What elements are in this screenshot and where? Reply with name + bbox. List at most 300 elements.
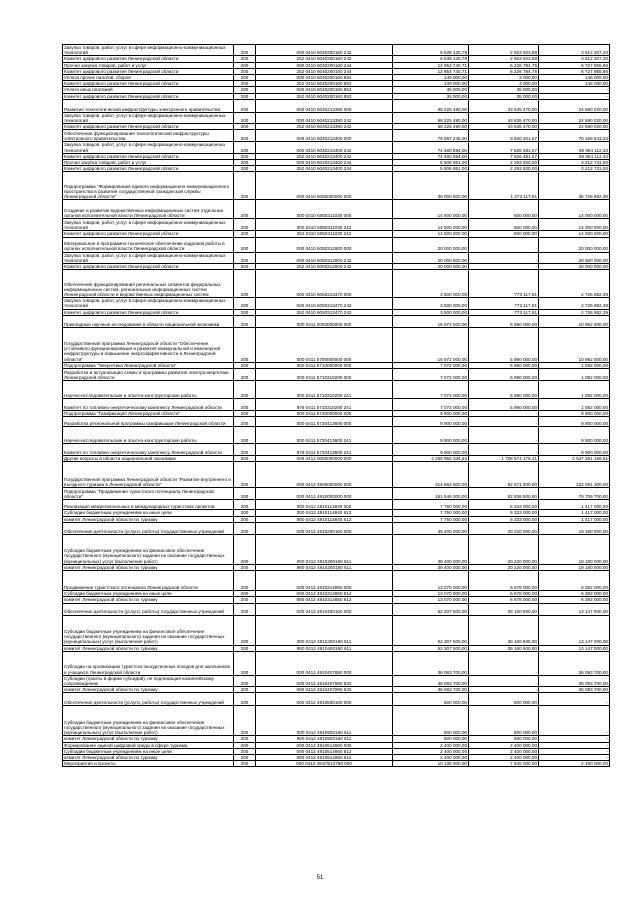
table-row <box>63 68 610 74</box>
row-remaining: 66 954 112,33 <box>539 142 610 153</box>
row-name: Развитие технологической инфраструктуры электронного правительства <box>63 99 234 112</box>
row-executed: - <box>469 264 539 270</box>
row-name: Другие вопросы в области национальной экономики <box>63 456 234 462</box>
row-executed: 5 990 000,00 <box>469 381 539 399</box>
table-row <box>63 500 610 510</box>
row-budget-code: 252 0410 6040213400 242 <box>256 153 393 159</box>
row-approved: 7 072 000,00 <box>393 369 469 381</box>
row-budget-code: 252 0410 6040200160 853 <box>256 93 393 99</box>
row-remaining: 36 083 700,00 <box>539 651 610 675</box>
row-executed: - <box>469 687 539 693</box>
row-budget-code: 000 0410 6040213390 242 <box>256 112 393 123</box>
row-remaining: 3 612 207,20 <box>539 45 610 56</box>
row-line-code: 200 <box>234 687 256 693</box>
table-row <box>63 327 610 362</box>
row-budget-code: 000 0412 4910200160 611 <box>256 534 393 564</box>
row-name: Субсидии бюджетным учреждениям на финансовое обеспечение государственного (муниципального) задания на оказание государственных (муниципальных) услуг (выполнение работ) <box>63 534 234 564</box>
row-line-code: 200 <box>234 93 256 99</box>
row-budget-code: 000 0410 6040200160 852 <box>256 75 393 81</box>
row-line-code: 200 <box>234 571 256 591</box>
row-approved: 149 000,00 <box>393 75 469 81</box>
row-executed: 7 645 000,00 <box>469 761 539 767</box>
row-name: Субсидии бюджетным учреждениям на иные цели <box>63 591 234 597</box>
row-name: Комитет цифрового развития Ленинградской области <box>63 56 234 62</box>
row-budget-code: 000 0410 6040213390 000 <box>256 99 393 112</box>
row-name: Субсидии бюджетным учреждениям на иные цели <box>63 748 234 754</box>
table-row <box>63 62 610 68</box>
row-approved: 12 954 740,71 <box>393 62 469 68</box>
table-row <box>63 270 610 298</box>
row-remaining: - <box>539 754 610 760</box>
row-remaining: 20 000 000,00 <box>539 264 610 270</box>
table-row <box>63 309 610 315</box>
row-line-code: 200 <box>234 500 256 510</box>
row-executed: 20 220 000,00 <box>469 564 539 570</box>
row-executed: 2 923 923,58 <box>469 56 539 62</box>
row-budget-code: 980 0412 4910200160 611 <box>256 564 393 570</box>
row-name: Комитет по топливно-энергетическому комплексу Ленинградской области <box>63 399 234 411</box>
table-row <box>63 534 610 564</box>
row-executed: 7 526 481,67 <box>469 153 539 159</box>
row-executed: 773 117,61 <box>469 309 539 315</box>
row-line-code: 200 <box>234 399 256 411</box>
row-approved: 38 000 000,00 <box>393 172 469 200</box>
table-row <box>63 522 610 534</box>
row-line-code: 200 <box>234 693 256 706</box>
table-row <box>63 706 610 736</box>
row-name: комитет Ленинградской области по туризму <box>63 564 234 570</box>
row-approved: 13 070 000,00 <box>393 591 469 597</box>
row-remaining: 13 147 000,00 <box>539 615 610 645</box>
row-remaining: 14 000 000,00 <box>539 219 610 231</box>
table-row <box>63 651 610 675</box>
row-name: Обеспечение деятельности (услуги, работы) государственных учреждений <box>63 603 234 615</box>
row-executed: 2 923 923,58 <box>469 45 539 56</box>
row-remaining: 10 982 000,00 <box>539 315 610 327</box>
row-remaining: 9 900 000,00 <box>539 411 610 417</box>
row-name: Обеспечение деятельности (услуги, работы) государственных учреждений <box>63 693 234 706</box>
row-name: Прочая закупка товаров, работ и услуг <box>63 62 234 68</box>
row-line-code: 200 <box>234 160 256 166</box>
table-row <box>63 56 610 62</box>
row-name: Уплата иных платежей <box>63 87 234 93</box>
row-name: Обеспечение деятельности (услуги, работы) государственных учреждений <box>63 522 234 534</box>
row-name: Продвижение туристского потенциала Ленинградской области <box>63 571 234 591</box>
table-row <box>63 99 610 112</box>
row-line-code: 200 <box>234 99 256 112</box>
row-approved: 7 750 000,00 <box>393 500 469 510</box>
row-name: Уплата прочих налогов, сборов <box>63 75 234 81</box>
row-remaining: 66 954 112,33 <box>539 153 610 159</box>
row-executed: 773 117,61 <box>469 298 539 309</box>
row-budget-code: 000 0410 6050000000 000 <box>256 172 393 200</box>
row-remaining: 1 417 000,00 <box>539 500 610 510</box>
row-executed: 1 273 117,61 <box>469 172 539 200</box>
row-name: Формирование единой цифровой среды в сфере туризма <box>63 742 234 748</box>
row-executed: 6 678 000,00 <box>469 571 539 591</box>
row-executed: 2 293 920,00 <box>469 166 539 172</box>
row-name: Субсидии бюджетным учреждениям на финансовое обеспечение государственного (муниципального) задания на оказание государственных (муниципальных) услуг (выполнение работ) <box>63 615 234 645</box>
row-executed: 82 936 500,00 <box>469 488 539 500</box>
row-budget-code: 000 0410 6050313470 000 <box>256 270 393 298</box>
row-remaining: 1 082 000,00 <box>539 369 610 381</box>
row-remaining: 146 000,00 <box>539 75 610 81</box>
row-remaining: 146 000,00 <box>539 81 610 87</box>
row-executed: 6 226 784,75 <box>469 62 539 68</box>
row-approved: 13 070 000,00 <box>393 571 469 591</box>
row-name: Закупка товаров, работ, услуг в сфере информационно-коммуникационных технологий <box>63 252 234 263</box>
row-budget-code: 000 0412 0000000000 000 <box>256 456 393 462</box>
row-budget-code: 000 0412 4910114840 000 <box>256 500 393 510</box>
row-remaining: - <box>539 693 610 706</box>
row-line-code: 200 <box>234 309 256 315</box>
row-name: Комитет цифрового развития Ленинградской области <box>63 231 234 237</box>
row-budget-code: 980 0412 4910314850 612 <box>256 597 393 603</box>
row-approved: 68 225 490,00 <box>393 124 469 130</box>
row-executed: 39 160 500,00 <box>469 603 539 615</box>
row-budget-code: 000 0412 4910514860 000 <box>256 742 393 748</box>
row-approved: 7 072 000,00 <box>393 399 469 411</box>
row-budget-code: 000 0411 0000000000 000 <box>256 315 393 327</box>
row-approved: 39 400 000,00 <box>393 564 469 570</box>
row-remaining: 6 392 000,00 <box>539 591 610 597</box>
row-approved: 9 900 000,00 <box>393 427 469 444</box>
table-row <box>63 142 610 153</box>
row-remaining: 13 147 000,00 <box>539 603 610 615</box>
row-line-code: 200 <box>234 81 256 87</box>
row-budget-code: 252 0410 6050311030 242 <box>256 231 393 237</box>
row-executed: 5 990 000,00 <box>469 327 539 362</box>
row-budget-code: 000 0412 491П513780 000 <box>256 761 393 767</box>
row-remaining: 3 212 731,00 <box>539 166 610 172</box>
row-approved: 20 000 000,00 <box>393 237 469 252</box>
row-budget-code: 000 0411 5730413600 241 <box>256 427 393 444</box>
row-remaining: 9 900 000,00 <box>539 417 610 427</box>
row-name: Комитет цифрового развития Ленинградской области <box>63 309 234 315</box>
row-name: Комитет цифрового развития Ленинградской области <box>63 81 234 87</box>
row-name: Субсидии бюджетным учреждениям на иные цели <box>63 510 234 516</box>
row-approved: 52 307 500,00 <box>393 645 469 651</box>
row-approved: 79 987 245,00 <box>393 130 469 142</box>
row-approved: 36 083 700,00 <box>393 651 469 675</box>
row-remaining: 13 147 000,00 <box>539 645 610 651</box>
row-name: Разработка и актуализация схемы и программы развития электроэнергетики Ленинградской области <box>63 369 234 381</box>
row-budget-code: 980 0412 4910500160 611 <box>256 736 393 742</box>
table-row <box>63 112 610 123</box>
row-budget-code: 000 0410 6050312800 000 <box>256 237 393 252</box>
row-name: Научно-исследовательские и опытно-конструкторские работы <box>63 427 234 444</box>
row-budget-code: 252 0410 6040200160 852 <box>256 81 393 87</box>
row-executed: - <box>469 237 539 252</box>
row-budget-code: 000 0410 6040200160 242 <box>256 45 393 56</box>
row-approved: 2 400 000,00 <box>393 754 469 760</box>
row-approved: 5 506 651,00 <box>393 166 469 172</box>
row-remaining: 2 726 882,39 <box>539 270 610 298</box>
table-row <box>63 45 610 56</box>
row-budget-code: 000 0410 6040213400 244 <box>256 160 393 166</box>
row-name: комитет Ленинградской области по туризму <box>63 754 234 760</box>
row-line-code: 200 <box>234 462 256 488</box>
row-name: Обеспечение функционирования региональных сегментов федеральных информационных систем, региональных информационных систем Ленинградской области и ведомственных информационных систем <box>63 270 234 298</box>
row-executed: 6 333 000,00 <box>469 500 539 510</box>
table-row <box>63 381 610 399</box>
row-line-code: 200 <box>234 142 256 153</box>
table-row <box>63 761 610 767</box>
row-approved: 2 400 000,00 <box>393 742 469 748</box>
row-executed: 43 635 470,00 <box>469 124 539 130</box>
row-approved: 500 000,00 <box>393 736 469 742</box>
table-row <box>63 369 610 381</box>
table-row <box>63 417 610 427</box>
row-line-code: 200 <box>234 264 256 270</box>
row-remaining: 14 000 000,00 <box>539 200 610 219</box>
row-remaining: 19 180 000,00 <box>539 522 610 534</box>
row-budget-code: 252 0410 6050312800 242 <box>256 264 393 270</box>
row-line-code: 200 <box>234 761 256 767</box>
table-row <box>63 172 610 200</box>
row-name: Обеспечение функционирования технологической инфраструктуры электронного правительства <box>63 130 234 142</box>
row-line-code: 200 <box>234 45 256 56</box>
table-row <box>63 315 610 327</box>
row-executed: 3 000,00 <box>469 75 539 81</box>
row-executed: 43 635 470,00 <box>469 99 539 112</box>
row-executed: 43 635 470,00 <box>469 112 539 123</box>
row-line-code: 200 <box>234 427 256 444</box>
row-line-code: 200 <box>234 252 256 263</box>
row-name: Комитет цифрового развития Ленинградской области <box>63 124 234 130</box>
row-approved: 7 072 000,00 <box>393 381 469 399</box>
row-remaining: 6 392 000,00 <box>539 597 610 603</box>
row-remaining: 20 000 000,00 <box>539 237 610 252</box>
row-name: Подпрограмма "Газификация Ленинградской области" <box>63 411 234 417</box>
row-remaining: 3 612 207,20 <box>539 56 610 62</box>
row-line-code: 200 <box>234 645 256 651</box>
budget-table-body <box>63 45 610 767</box>
row-budget-code: 000 0410 6040200160 853 <box>256 87 393 93</box>
table-row <box>63 591 610 597</box>
row-name: Комитет цифрового развития Ленинградской области <box>63 166 234 172</box>
row-approved: 20 000 000,00 <box>393 252 469 263</box>
table-row <box>63 166 610 172</box>
row-approved: 35 000,00 <box>393 87 469 93</box>
row-remaining: 2 490 000,00 <box>539 761 610 767</box>
row-budget-code: 000 0410 6040213400 000 <box>256 130 393 142</box>
row-budget-code: 978 0411 5730413600 241 <box>256 444 393 456</box>
row-remaining: 78 709 700,00 <box>539 488 610 500</box>
row-approved: 9 900 000,00 <box>393 444 469 456</box>
row-approved: 2 400 000,00 <box>393 748 469 754</box>
row-remaining: 36 726 882,39 <box>539 172 610 200</box>
row-executed: 9 820 401,67 <box>469 130 539 142</box>
row-name: Закупка товаров, работ, услуг в сфере информационно-коммуникационных технологий <box>63 142 234 153</box>
row-line-code: 200 <box>234 417 256 427</box>
budget-execution-sheet <box>62 44 609 767</box>
row-budget-code: 980 0412 4910400160 611 <box>256 645 393 651</box>
row-executed: 39 160 500,00 <box>469 615 539 645</box>
row-line-code: 200 <box>234 315 256 327</box>
row-executed: 6 678 000,00 <box>469 597 539 603</box>
row-approved: 68 225 490,00 <box>393 112 469 123</box>
row-executed: - <box>469 427 539 444</box>
table-row <box>63 298 610 309</box>
row-remaining: 24 590 020,00 <box>539 99 610 112</box>
row-executed: 1 708 574 178,41 <box>469 456 539 462</box>
row-approved: 20 000 000,00 <box>393 264 469 270</box>
row-remaining: 9 900 000,00 <box>539 427 610 444</box>
table-row <box>63 427 610 444</box>
row-name: Подпрограмма "Продвижение туристского потенциала Ленинградской области" <box>63 488 234 500</box>
row-approved: 52 307 500,00 <box>393 603 469 615</box>
row-remaining: 1 417 000,00 <box>539 516 610 522</box>
row-remaining: 6 727 955,96 <box>539 68 610 74</box>
row-remaining: 2 726 882,39 <box>539 298 610 309</box>
row-budget-code: 252 0410 6040213400 244 <box>256 166 393 172</box>
row-budget-code: 000 0412 4910200160 000 <box>256 522 393 534</box>
row-line-code: 200 <box>234 381 256 399</box>
row-budget-code: 000 0410 6050312800 242 <box>256 252 393 263</box>
row-executed: 500 000,00 <box>469 706 539 736</box>
table-row <box>63 748 610 754</box>
row-line-code: 200 <box>234 112 256 123</box>
row-approved: 14 500 000,00 <box>393 219 469 231</box>
row-remaining: - <box>539 736 610 742</box>
row-remaining: 1 082 000,00 <box>539 381 610 399</box>
row-name: Субсидии (гранты в форме субсидий), не подлежащие казначейскому сопровождению <box>63 675 234 686</box>
row-line-code: 200 <box>234 62 256 68</box>
table-row <box>63 456 610 462</box>
row-name: Закупка товаров, работ, услуг в сфере информационно-коммуникационных технологий <box>63 112 234 123</box>
table-row <box>63 645 610 651</box>
row-line-code: 200 <box>234 444 256 456</box>
table-row <box>63 693 610 706</box>
row-remaining: 9 900 000,00 <box>539 444 610 456</box>
row-executed: - <box>469 417 539 427</box>
row-remaining: 14 000 000,00 <box>539 231 610 237</box>
row-budget-code: 000 0412 4910314850 612 <box>256 591 393 597</box>
row-budget-code: 252 0410 6040213390 242 <box>256 124 393 130</box>
row-approved: 161 646 200,00 <box>393 488 469 500</box>
row-name: Субсидии бюджетным учреждениям на финансовое обеспечение государственного (муниципального) задания на оказание государственных (муниципальных) услуг (выполнение работ) <box>63 706 234 736</box>
row-remaining: 70 166 843,33 <box>539 130 610 142</box>
row-line-code: 200 <box>234 742 256 748</box>
row-approved: 14 500 000,00 <box>393 231 469 237</box>
table-row <box>63 362 610 368</box>
row-line-code: 200 <box>234 456 256 462</box>
row-name: комитет Ленинградской области по туризму <box>63 645 234 651</box>
row-remaining: 3 212 731,00 <box>539 160 610 166</box>
row-approved: 7 750 000,00 <box>393 510 469 516</box>
row-line-code: 200 <box>234 754 256 760</box>
row-name: Государственная программа Ленинградской области "Обеспечение устойчивого функционирования и развития коммунальной и инженерной инфраструктуры и повышение энергоэффективности в Ленинградской области" <box>63 327 234 362</box>
row-line-code: 200 <box>234 510 256 516</box>
row-budget-code: 000 0411 5730413600 000 <box>256 417 393 427</box>
row-approved: 74 480 594,00 <box>393 142 469 153</box>
row-executed: 773 117,61 <box>469 270 539 298</box>
row-budget-code: 000 0412 4910407890 633 <box>256 675 393 686</box>
row-executed: 5 990 000,00 <box>469 315 539 327</box>
row-executed: 92 571 300,00 <box>469 462 539 488</box>
row-line-code: 200 <box>234 87 256 93</box>
row-budget-code: 000 0412 4910000000 000 <box>256 488 393 500</box>
row-remaining: 24 590 020,00 <box>539 124 610 130</box>
row-approved: 52 307 500,00 <box>393 615 469 645</box>
row-approved: 35 000,00 <box>393 93 469 99</box>
row-approved: 500 000,00 <box>393 706 469 736</box>
row-budget-code: 000 0412 4910500160 611 <box>256 706 393 736</box>
row-budget-code: 000 0412 4910400160 000 <box>256 603 393 615</box>
row-remaining: 19 180 000,00 <box>539 564 610 570</box>
row-line-code: 200 <box>234 327 256 362</box>
row-executed: 20 220 000,00 <box>469 522 539 534</box>
row-executed: 2 400 000,00 <box>469 754 539 760</box>
row-line-code: 200 <box>234 153 256 159</box>
row-approved: 68 225 490,00 <box>393 99 469 112</box>
table-row <box>63 231 610 237</box>
row-budget-code: 000 0412 4900000000 000 <box>256 462 393 488</box>
row-approved: 3 500 000,00 <box>393 309 469 315</box>
row-line-code: 200 <box>234 200 256 219</box>
row-approved: 3 500 000,00 <box>393 270 469 298</box>
row-budget-code: 252 0410 6040200160 242 <box>256 56 393 62</box>
row-executed: 3 000,00 <box>469 81 539 87</box>
row-line-code: 200 <box>234 736 256 742</box>
row-executed: 500 000,00 <box>469 693 539 706</box>
row-executed: 500 000,00 <box>469 736 539 742</box>
row-line-code: 200 <box>234 362 256 368</box>
row-line-code: 200 <box>234 603 256 615</box>
row-remaining: - <box>539 93 610 99</box>
row-remaining: - <box>539 87 610 93</box>
row-executed: 500 000,00 <box>469 219 539 231</box>
row-remaining: 36 083 700,00 <box>539 675 610 686</box>
row-executed: 5 990 000,00 <box>469 362 539 368</box>
row-executed: 20 220 000,00 <box>469 534 539 564</box>
row-approved: 4 255 955 334,92 <box>393 456 469 462</box>
row-remaining: 20 000 000,00 <box>539 252 610 263</box>
row-approved: 3 500 000,00 <box>393 298 469 309</box>
row-remaining: 6 392 000,00 <box>539 571 610 591</box>
row-budget-code: 000 0410 6050311030 000 <box>256 200 393 219</box>
table-row <box>63 130 610 142</box>
row-approved: 39 400 000,00 <box>393 534 469 564</box>
row-line-code: 200 <box>234 369 256 381</box>
row-executed: 2 400 000,00 <box>469 748 539 754</box>
row-approved: 149 000,00 <box>393 81 469 87</box>
row-remaining: - <box>539 748 610 754</box>
row-budget-code: 000 0411 5710310200 000 <box>256 369 393 381</box>
table-row <box>63 754 610 760</box>
row-approved: 9 900 000,00 <box>393 417 469 427</box>
table-row <box>63 124 610 130</box>
row-approved: 7 750 000,00 <box>393 516 469 522</box>
table-row <box>63 597 610 603</box>
row-name: комитет Ленинградской области по туризму <box>63 597 234 603</box>
row-name: комитет Ленинградской области по туризму <box>63 736 234 742</box>
row-name: Разработка региональной программы газификации Ленинградской области <box>63 417 234 427</box>
row-remaining: 1 082 000,00 <box>539 362 610 368</box>
row-remaining: 1 082 000,00 <box>539 399 610 411</box>
table-row <box>63 462 610 488</box>
row-approved: 13 070 000,00 <box>393 597 469 603</box>
row-name: комитет Ленинградской области по туризму <box>63 687 234 693</box>
row-name: Научно-исследовательские и опытно-конструкторские работы <box>63 381 234 399</box>
row-name: комитет Ленинградской области по туризму <box>63 516 234 522</box>
row-budget-code: 000 0412 4910500160 000 <box>256 693 393 706</box>
row-line-code: 200 <box>234 75 256 81</box>
table-row <box>63 252 610 263</box>
table-row <box>63 93 610 99</box>
row-line-code: 200 <box>234 522 256 534</box>
